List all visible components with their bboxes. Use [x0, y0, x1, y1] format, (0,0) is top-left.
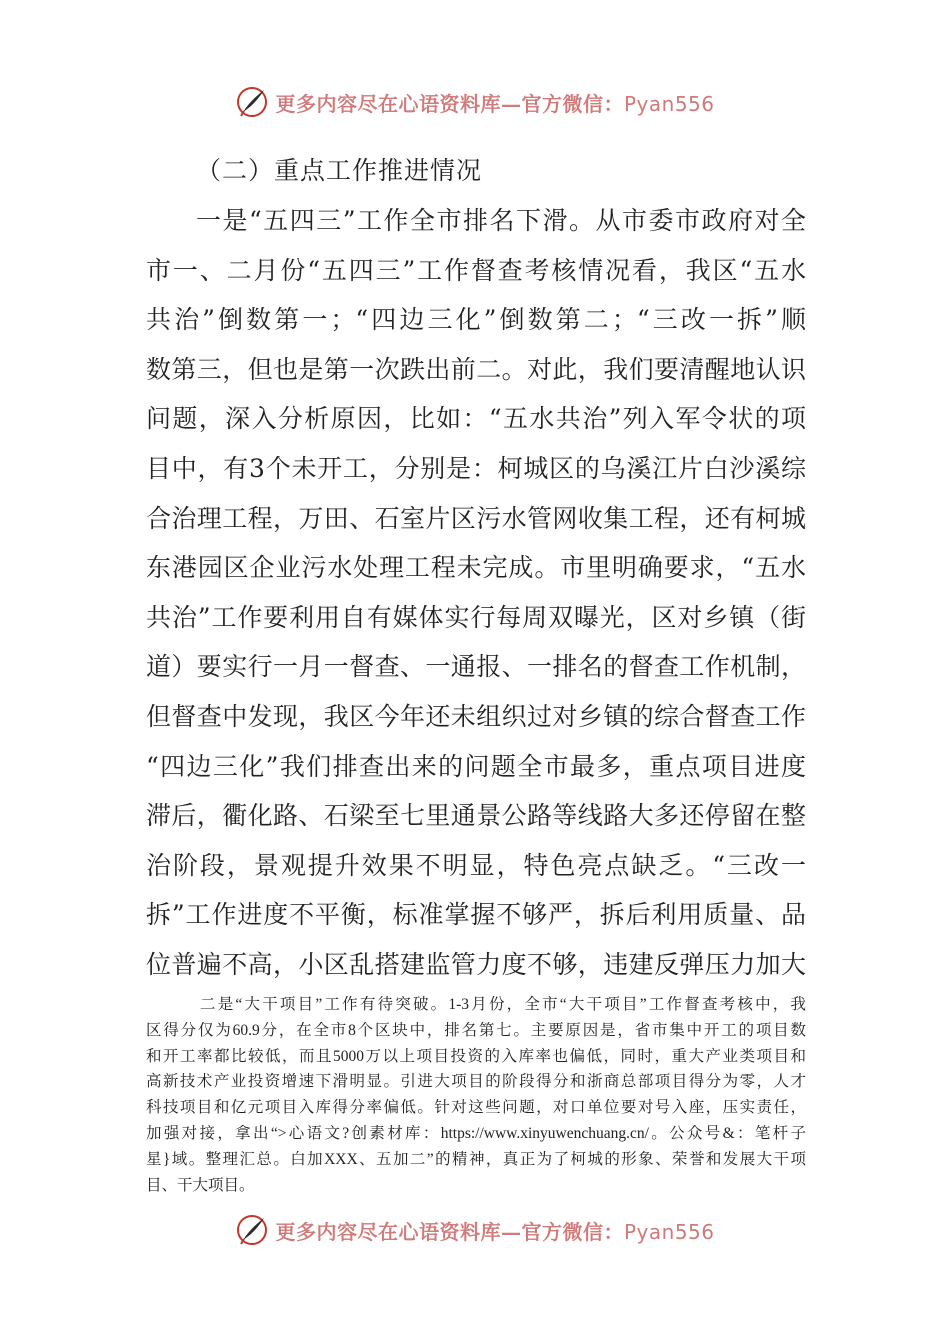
paragraph-1-line: 共治”倒数第一；“四边三化”倒数第二；“三改一拆”顺 — [146, 305, 806, 335]
paragraph-1-line: 一是“五四三”工作全市排名下滑。从市委市政府对全 — [196, 206, 806, 235]
paragraph-1-line: 数第三，但也是第一次跌出前二。对此，我们要清醒地认识 — [146, 354, 806, 384]
paragraph-1-line: 但督查中发现，我区今年还未组织过对乡镇的综合督查工作 — [146, 701, 806, 731]
paragraph-1-line: 位普遍不高，小区乱搭建监管力度不够，违建反弹压力加大 — [146, 949, 806, 979]
paragraph-2-line: 高新技术产业投资增速下滑明显。引进大项目的阶段得分和浙商总部项目得分为零，人才 — [146, 1073, 806, 1091]
paragraph-1-line: 目中，有3个未开工，分别是：柯城区的乌溪江片白沙溪综 — [146, 453, 806, 483]
quill-logo-icon — [235, 85, 269, 119]
watermark-wechat-id: Pyan556 — [623, 91, 715, 116]
paragraph-1-line: 问题，深入分析原因，比如：“五水共治”列入军令状的项 — [146, 404, 806, 434]
paragraph-1-line: 东港园区企业污水处理工程未完成。市里明确要求，“五水 — [146, 553, 806, 583]
watermark-text — [275, 88, 714, 117]
paragraph-2-line: 二是“大干项目”工作有待突破。1-3月份，全市“大干项目”工作督查考核中，我 — [200, 996, 806, 1013]
paragraph-2-line: 科技项目和亿元项目入库得分率偏低。针对这些问题，对口单位要对号入座，压实责任， — [146, 1099, 806, 1117]
paragraph-2-line: 星}域。整理汇总。白加XXX、五加二”的精神，真正为了柯城的形象、荣誉和发展大干项 — [146, 1150, 806, 1168]
watermark-text — [275, 1216, 714, 1245]
paragraph-1-line: 拆”工作进度不平衡，标准掌握不够严，拆后利用质量、品 — [146, 900, 806, 930]
paragraph-1-line: 滞后，衢化路、石梁至七里通景公路等线路大多还停留在整 — [146, 801, 806, 831]
document-main-section — [146, 146, 806, 990]
paragraph-1-line: 市一、二月份“五四三”工作督查考核情况看，我区“五水 — [146, 255, 806, 285]
paragraph-1-line: 治阶段，景观提升效果不明显，特色亮点缺乏。“三改一 — [146, 850, 806, 880]
paragraph-2-line: 加强对接，拿出“>心语文?创素材库：https://www.xinyuwenchuang.cn/。公众号&：笔杆子 — [146, 1124, 806, 1142]
paragraph-2-line: 区得分仅为60.9分，在全市8个区块中，排名第七。主要原因是，省市集中开工的项目数 — [146, 1021, 806, 1039]
section-heading: （二）重点工作推进情况 — [196, 156, 483, 185]
quill-logo-icon — [235, 1213, 269, 1247]
watermark-text-cn: 更多内容尽在心语资料库—官方微信： — [275, 1219, 624, 1244]
paragraph-2 — [146, 992, 806, 1198]
watermark-text-cn: 更多内容尽在心语资料库—官方微信： — [275, 91, 624, 116]
paragraph-2-line: 和开工率都比较低，而且5000万以上项目投资的入库率也偏低，同时，重大产业类项目和 — [146, 1047, 806, 1065]
paragraph-1-line: 合治理工程，万田、石室片区污水管网收集工程，还有柯城 — [146, 503, 806, 533]
watermark-banner-top — [0, 82, 950, 122]
watermark-banner-bottom — [0, 1210, 950, 1250]
paragraph-1-line: 道）要实行一月一督查、一通报、一排名的督查工作机制， — [146, 652, 806, 682]
paragraph-1-line: 共治”工作要利用自有媒体实行每周双曝光，区对乡镇（街 — [146, 602, 806, 632]
paragraph-2-line: 目、干大项目。 — [146, 1176, 255, 1194]
paragraph-1 — [146, 196, 806, 990]
watermark-wechat-id: Pyan556 — [623, 1219, 715, 1244]
paragraph-1-line: “四边三化”我们排查出来的问题全市最多，重点项目进度 — [146, 751, 806, 781]
